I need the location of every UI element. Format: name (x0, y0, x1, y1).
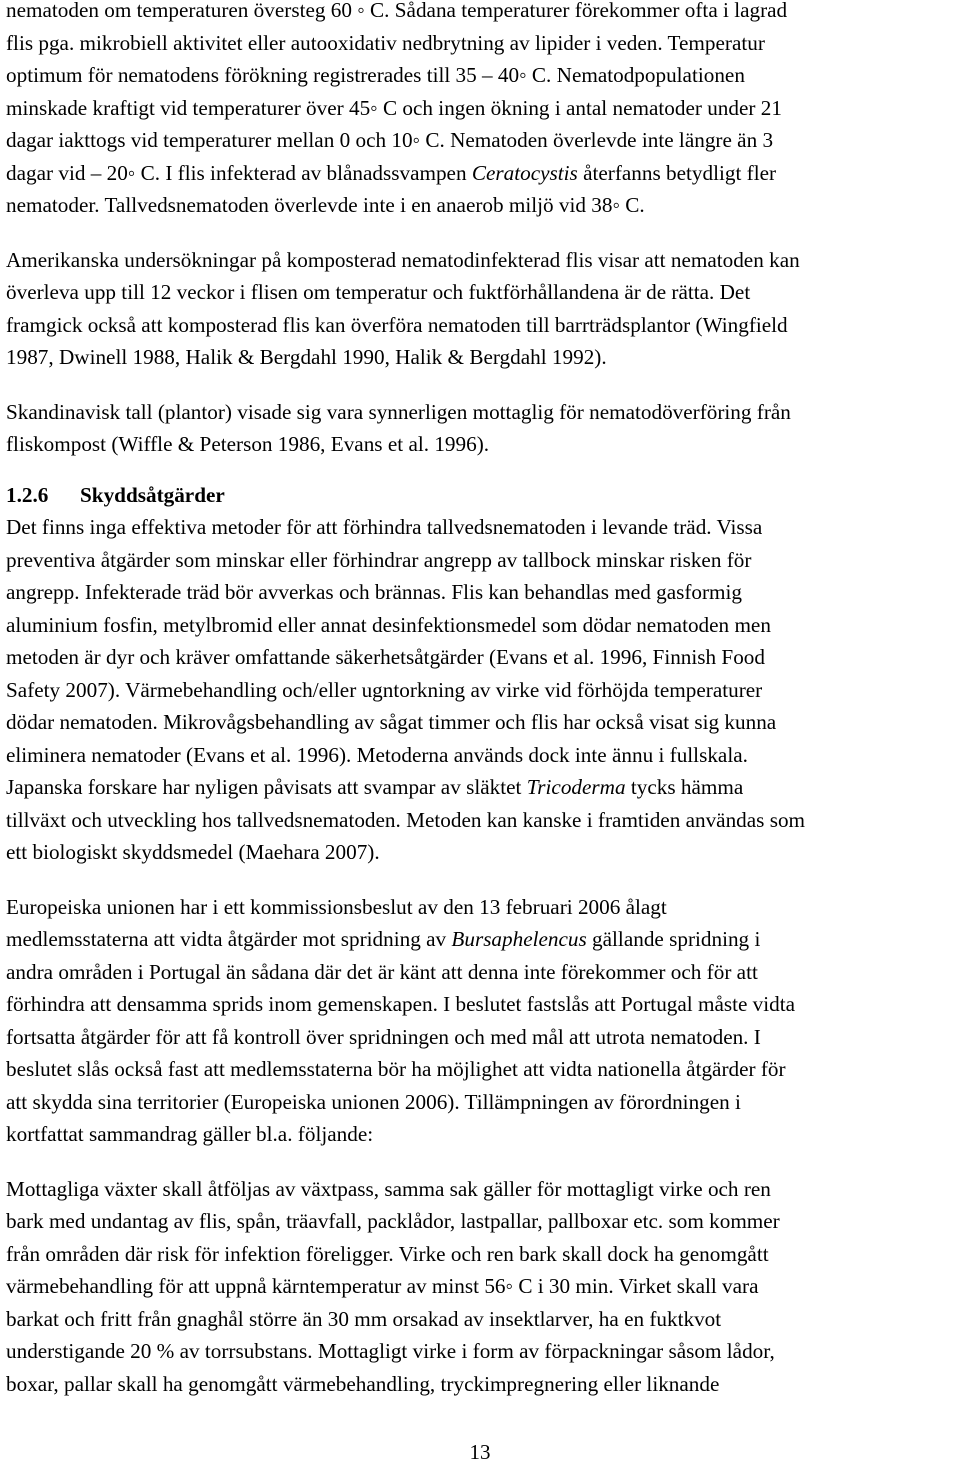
species-name: Ceratocystis (471, 160, 578, 185)
paragraph-spacer (6, 461, 958, 479)
text-line: framgick också att komposterad flis kan överföra nematoden till barrträdsplantor (Wingfield (6, 312, 788, 337)
text-line: dödar nematoden. Mikrovågsbehandling av sågat timmer och flis har också visat sig kunna (6, 710, 777, 734)
text-line: boxar, pallar skall ha genomgått värmebehandling, tryckimpregnering eller liknande (6, 1371, 720, 1396)
text-segment: medlemsstaterna att vidta åtgärder mot spridning av (6, 927, 452, 951)
text-segment: gällande spridning i (586, 927, 761, 951)
paragraph-spacer (6, 222, 958, 244)
text-line: eliminera nematoder (Evans et al. 1996). Metoderna används dock inte ännu i fullskala. (6, 742, 748, 767)
text-segment: återfanns betydligt fler (577, 160, 777, 185)
page-number: 13 (469, 1440, 491, 1464)
text-line: understigande 20 % av torrsubstans. Mottagligt virke i form av förpackningar såsom lådor, (6, 1339, 775, 1363)
text-line: fliskompost (Wiffle & Peterson 1986, Evans et al. 1996). (6, 432, 490, 456)
text-line: att skydda sina territorier (Europeiska unionen 2006). Tillämpningen av förordningen i (6, 1089, 741, 1114)
text-line: barkat och fritt från gnaghål större än 30 mm orsakad av insektlarver, ha en fuktkvot (6, 1306, 722, 1331)
text-line (6, 923, 958, 956)
paragraph-scandinavian-pine (6, 396, 958, 461)
document-page (6, 0, 958, 1400)
text-line: angrepp. Infekterade träd bör avverkas och brännas. Flis kan behandlas med gasformig (6, 580, 743, 604)
text-line: preventiva åtgärder som minskar eller förhindrar angrepp av tallbock minskar risken för (6, 547, 752, 572)
text-line: metoden är dyr och kräver omfattande säkerhetsåtgärder (Evans et al. 1996, Finnish Food (6, 645, 765, 669)
text-line (6, 771, 958, 804)
text-line: ett biologiskt skyddsmedel (Maehara 2007). (6, 840, 380, 864)
text-line: fortsatta åtgärder för att få kontroll över spridningen och med mål att utrota nematoden. I (6, 1024, 761, 1049)
text-line: nematoden om temperaturen översteg 60 ◦ C. Sådana temperaturer förekommer ofta i lagrad (6, 0, 788, 22)
genus-name: Tricoderma (526, 775, 626, 799)
text-line: andra områden i Portugal än sådana där det är känt att denna inte förekommer och för att (6, 959, 758, 984)
text-line (6, 157, 958, 190)
text-line: Europeiska unionen har i ett kommissionsbeslut av den 13 februari 2006 ålagt (6, 894, 667, 919)
text-line: dagar iakttogs vid temperaturer mellan 0 och 10◦ C. Nematoden överlevde inte längre än 3 (6, 128, 774, 152)
paragraph-american-studies (6, 244, 958, 374)
text-line: värmebehandling för att uppnå kärntemperatur av minst 56◦ C i 30 min. Virket skall vara (6, 1274, 759, 1298)
text-line: tillväxt och utveckling hos tallvedsnematoden. Metoden kan kanske i framtiden användas som (6, 807, 806, 832)
paragraph-plant-passport (6, 1173, 958, 1401)
text-line: nematoder. Tallvedsnematoden överlevde inte i en anaerob miljö vid 38◦ C. (6, 193, 645, 217)
text-line: Amerikanska undersökningar på komposterad nematodinfekterad flis visar att nematoden kan (6, 247, 800, 272)
paragraph-spacer (6, 1151, 958, 1173)
text-line: Det finns inga effektiva metoder för att förhindra tallvedsnematoden i levande träd. Vissa (6, 515, 763, 539)
text-line: aluminium fosfin, metylbromid eller annat desinfektionsmedel som dödar nematoden men (6, 612, 771, 637)
text-segment: Japanska forskare har nyligen påvisats att svampar av släktet (6, 775, 527, 799)
text-line: överleva upp till 12 veckor i flisen om temperatur och fuktförhållandena är de rätta. Det (6, 280, 751, 304)
paragraph-spacer (6, 869, 958, 891)
text-line: 1987, Dwinell 1988, Halik & Bergdahl 1990, Halik & Bergdahl 1992). (6, 345, 607, 369)
text-line: beslutet slås också fast att medlemsstaterna bör ha möjlighet att vidta nationella åtgärder för (6, 1057, 786, 1081)
text-line: kortfattat sammandrag gäller bl.a. följande: (6, 1122, 374, 1146)
paragraph-eu-decision (6, 891, 958, 1151)
text-line: förhindra att densamma sprids inom gemenskapen. I beslutet fastslås att Portugal måste vidta (6, 992, 796, 1016)
text-line: bark med undantag av flis, spån, träavfall, packlådor, lastpallar, pallboxar etc. som kommer (6, 1209, 780, 1233)
paragraph-spacer (6, 374, 958, 396)
text-line: flis pga. mikrobiell aktivitet eller autooxidativ nedbrytning av lipider i veden. Temperatur (6, 30, 765, 55)
text-line: optimum för nematodens förökning registrerades till 35 – 40◦ C. Nematodpopulationen (6, 63, 745, 87)
text-line: Skandinavisk tall (plantor) visade sig vara synnerligen mottaglig för nematodöverföring från (6, 399, 791, 424)
text-segment: tycks hämma (625, 775, 744, 799)
text-segment: dagar vid – 20◦ C. I flis infekterad av blånadssvampen (6, 160, 472, 185)
paragraph-temperature (6, 0, 958, 222)
section-title: Skyddsåtgärder (80, 482, 225, 507)
paragraph-protective-measures (6, 511, 958, 869)
genus-name: Bursaphelencus (451, 927, 587, 951)
section-number: 1.2.6 (6, 482, 49, 507)
text-line: minskade kraftigt vid temperaturer över 45◦ C och ingen ökning i antal nematoder under 21 (6, 95, 782, 120)
text-line: Mottagliga växter skall åtföljas av växtpass, samma sak gäller för mottagligt virke och ren (6, 1176, 771, 1201)
section-heading (6, 479, 958, 512)
text-line: från områden där risk för infektion föreligger. Virke och ren bark skall dock ha genomgått (6, 1241, 769, 1266)
text-line: Safety 2007). Värmebehandling och/eller ugntorkning av virke vid förhöjda temperaturer (6, 677, 763, 702)
